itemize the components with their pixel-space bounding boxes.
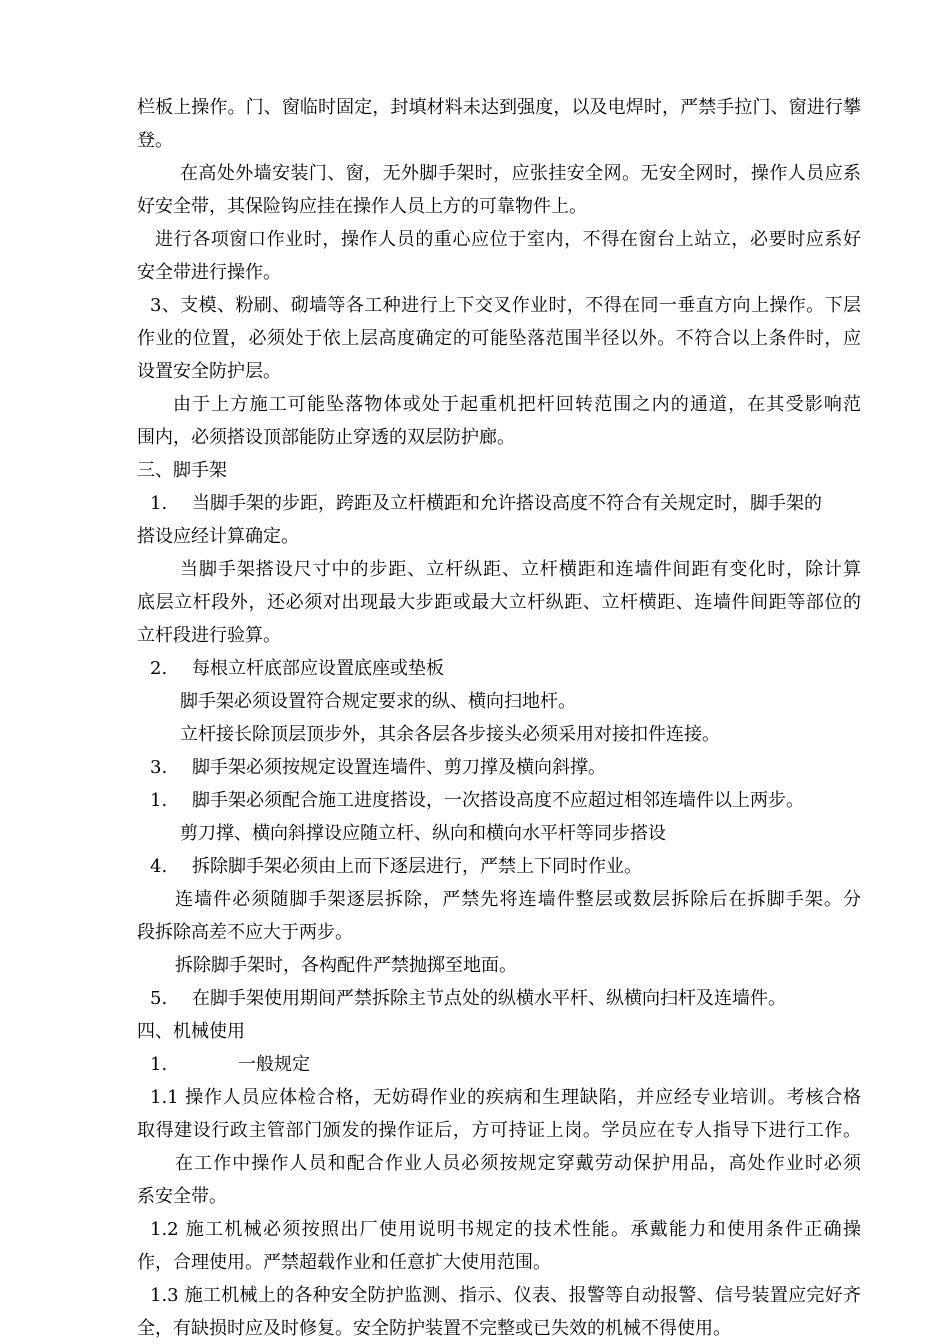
text-line: 设置安全防护层。 bbox=[137, 361, 281, 382]
item-text: 脚手架必须配合施工进度搭设，一次搭设高度不应超过相邻连墙件以上两步。 bbox=[192, 790, 804, 811]
text-line: 安全带进行操作。 bbox=[137, 262, 281, 283]
text-line: 底层立杆段外，还必须对出现最大步距或最大立杆纵距、立杆横距、连墙件间距等部位的 bbox=[137, 592, 861, 613]
text-line: 立杆接长除顶层顶步外，其余各层各步接头必须采用对接扣件连接。 bbox=[180, 724, 720, 745]
text-line: 连墙件必须随脚手架逐层拆除，严禁先将连墙件整层或数层拆除后在拆脚手架。分 bbox=[175, 889, 861, 910]
text-line: 好安全带，其保险钩应挂在操作人员上方的可靠物件上。 bbox=[137, 196, 587, 217]
text-line: 段拆除高差不应大于两步。 bbox=[137, 922, 353, 943]
item-number: 1. bbox=[150, 493, 168, 514]
text-line: 搭设应经计算确定。 bbox=[137, 526, 299, 547]
text-line: 立杆段进行验算。 bbox=[137, 625, 281, 646]
item-text: 当脚手架的步距，跨距及立杆横距和允许搭设高度不符合有关规定时，脚手架的 bbox=[192, 493, 822, 514]
text-line: 在工作中操作人员和配合作业人员必须按规定穿戴劳动保护用品，高处作业时必须 bbox=[175, 1153, 861, 1174]
item-number: 3. bbox=[150, 757, 168, 778]
numbered-line bbox=[150, 657, 861, 681]
numbered-line bbox=[150, 789, 861, 813]
text-line: 进行各项窗口作业时，操作人员的重心应位于室内，不得在窗台上站立，必要时应系好 bbox=[155, 229, 861, 250]
numbered-line bbox=[150, 987, 861, 1011]
text-line: 在高处外墙安装门、窗，无外脚手架时，应张挂安全网。无安全网时，操作人员应系 bbox=[180, 163, 861, 184]
numbered-line bbox=[150, 756, 861, 780]
item-number: 1. bbox=[150, 790, 168, 811]
text-line: 由于上方施工可能坠落物体或处于起重机把杆回转范围之内的通道，在其受影响范 bbox=[173, 394, 861, 415]
text-line: 全，有缺损时应及时修复。安全防护装置不完整或已失效的机械不得使用。 bbox=[137, 1318, 731, 1339]
text-line: 1.3 施工机械上的各种安全防护监测、指示、仪表、报警等自动报警、信号装置应完好齐 bbox=[150, 1285, 861, 1306]
text-line: 剪刀撑、横向斜撑设应随立杆、纵向和横向水平杆等同步搭设 bbox=[180, 823, 666, 844]
section-heading: 四、机械使用 bbox=[137, 1021, 245, 1042]
text-line: 作业的位置，必须处于依上层高度确定的可能坠落范围半径以外。不符合以上条件时，应 bbox=[137, 328, 861, 349]
item-number: 2. bbox=[150, 658, 168, 679]
text-line: 1.1 操作人员应体检合格，无妨碍作业的疾病和生理缺陷，并应经专业培训。考核合格 bbox=[150, 1087, 861, 1108]
text-line: 拆除脚手架时，各构配件严禁抛掷至地面。 bbox=[175, 955, 517, 976]
numbered-line bbox=[150, 855, 861, 879]
text-line: 登。 bbox=[137, 130, 173, 151]
text-line: 1.2 施工机械必须按照出厂使用说明书规定的技术性能。承戴能力和使用条件正确操 bbox=[150, 1219, 861, 1240]
item-text: 每根立杆底部应设置底座或垫板 bbox=[192, 658, 444, 679]
numbered-line bbox=[150, 1053, 861, 1077]
section-heading: 三、脚手架 bbox=[137, 460, 227, 481]
text-line: 围内，必须搭设顶部能防止穿透的双层防护廊。 bbox=[137, 427, 515, 448]
text-line: 作，合理使用。严禁超载作业和任意扩大使用范围。 bbox=[137, 1252, 551, 1273]
item-number: 4. bbox=[150, 856, 168, 877]
item-text: 一般规定 bbox=[238, 1054, 310, 1075]
text-line: 栏板上操作。门、窗临时固定，封填材料未达到强度，以及电焊时，严禁手拉门、窗进行攀 bbox=[137, 97, 861, 118]
item-text: 脚手架必须按规定设置连墙件、剪刀撑及横向斜撑。 bbox=[192, 757, 606, 778]
text-line: 系安全带。 bbox=[137, 1186, 227, 1207]
item-number: 1. bbox=[150, 1054, 168, 1075]
numbered-line bbox=[150, 492, 861, 516]
text-line: 脚手架必须设置符合规定要求的纵、横向扫地杆。 bbox=[180, 691, 576, 712]
text-line: 当脚手架搭设尺寸中的步距、立杆纵距、立杆横距和连墙件间距有变化时，除计算 bbox=[180, 559, 861, 580]
text-line: 取得建设行政主管部门颁发的操作证后，方可持证上岗。学员应在专人指导下进行工作。 bbox=[137, 1120, 861, 1141]
item-text: 拆除脚手架必须由上而下逐层进行，严禁上下同时作业。 bbox=[192, 856, 642, 877]
item-text: 在脚手架使用期间严禁拆除主节点处的纵横水平杆、纵横向扫杆及连墙件。 bbox=[192, 988, 786, 1009]
item-number: 5. bbox=[150, 988, 168, 1009]
text-line: 3、支模、粉刷、砌墙等各工种进行上下交叉作业时，不得在同一垂直方向上操作。下层 bbox=[150, 295, 861, 316]
